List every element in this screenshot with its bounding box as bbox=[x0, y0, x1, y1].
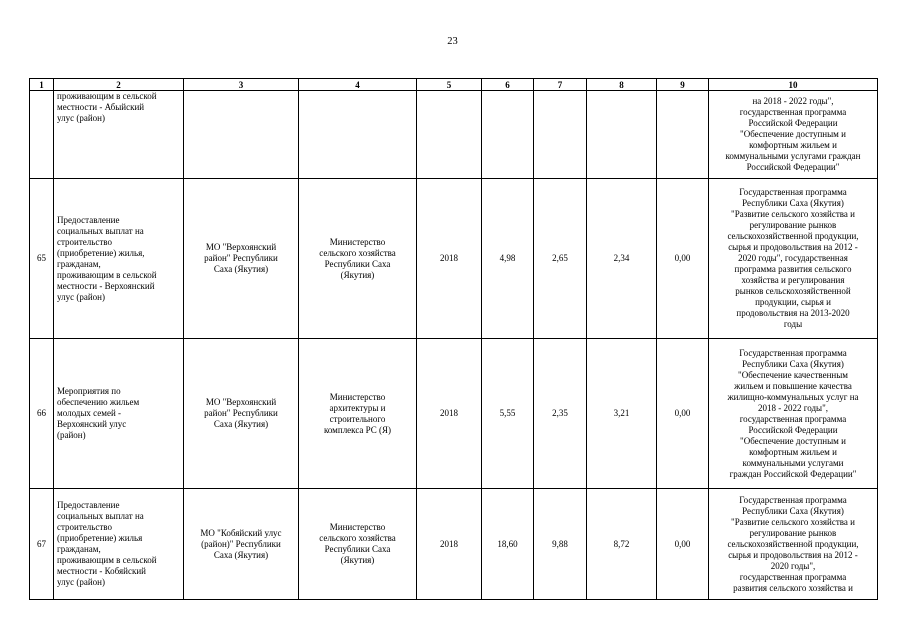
program-reference-line: 2018 - 2022 годы", bbox=[757, 402, 828, 413]
executor-line: комплекса РС (Я) bbox=[323, 424, 392, 435]
header-col-9: 9 bbox=[657, 79, 709, 91]
executor-line: Республики Саха bbox=[324, 544, 391, 554]
table-row bbox=[30, 489, 878, 600]
amount-total-cell: 18,60 bbox=[482, 489, 534, 600]
measure-name-line: строительство bbox=[57, 522, 112, 532]
amount-republic-cell: 2,34 bbox=[587, 179, 657, 339]
measure-name-cell bbox=[54, 91, 184, 179]
measure-name-line: Мероприятия по bbox=[57, 386, 121, 396]
amount-total-cell bbox=[482, 91, 534, 179]
program-reference-line: жилищно-коммунальных услуг на bbox=[727, 391, 859, 402]
row-number-cell: 65 bbox=[30, 179, 54, 339]
program-reference-line: годы bbox=[783, 319, 803, 329]
amount-republic-cell: 3,21 bbox=[587, 339, 657, 489]
program-reference-line: Российской Федерации bbox=[748, 118, 838, 128]
program-reference-line: сырья и продовольствия на 2012 - bbox=[728, 549, 858, 560]
table-row bbox=[30, 91, 878, 179]
measure-name-line: местности - Кобяйский bbox=[57, 566, 146, 576]
recipient-line: Саха (Якутия) bbox=[213, 549, 269, 560]
program-reference-line: 2020 годы", bbox=[770, 560, 816, 571]
header-col-5: 5 bbox=[417, 79, 482, 91]
executor-line: сельского хозяйства bbox=[319, 533, 396, 543]
program-reference-line: государственная программа bbox=[739, 571, 847, 582]
program-reference-line: продукции, сырья и bbox=[755, 297, 831, 307]
executor-line: Республики Саха bbox=[324, 258, 391, 269]
program-reference-cell bbox=[709, 179, 878, 339]
program-reference-line: Российской Федерации" bbox=[746, 162, 840, 172]
measure-name-line: социальных выплат на bbox=[57, 225, 144, 236]
recipient-line: МО "Верхоянский bbox=[205, 242, 277, 252]
executor-line: архитектуры и bbox=[329, 402, 386, 413]
amount-republic-cell bbox=[587, 91, 657, 179]
executor-cell bbox=[299, 339, 417, 489]
program-reference-line: сельскохозяйственной продукции, bbox=[727, 231, 859, 241]
header-col-1: 1 bbox=[30, 79, 54, 91]
program-reference-line: жильем и повышение качества bbox=[734, 380, 852, 391]
measure-name-cell bbox=[54, 489, 184, 600]
header-row bbox=[30, 79, 878, 91]
recipient-line: район" Республики bbox=[204, 408, 278, 418]
amount-republic-cell: 8,72 bbox=[587, 489, 657, 600]
program-reference-line: государственная программа bbox=[739, 413, 847, 424]
recipient-line: (район)" Республики bbox=[201, 538, 281, 549]
measure-name-line: улус (район) bbox=[57, 291, 105, 302]
amount-local-cell: 0,00 bbox=[657, 179, 709, 339]
program-reference-line: "Обеспечение доступным и bbox=[740, 435, 846, 446]
measure-name-line: обеспечению жильем bbox=[57, 397, 140, 407]
measure-name-line: проживающим в сельской bbox=[57, 269, 157, 280]
executor-cell bbox=[299, 179, 417, 339]
amount-total-cell: 4,98 bbox=[482, 179, 534, 339]
measure-name-line: Предоставление bbox=[57, 500, 120, 510]
header-col-2: 2 bbox=[54, 79, 184, 91]
program-reference-line: комфортным жильем и bbox=[749, 446, 837, 457]
header-col-4: 4 bbox=[299, 79, 417, 91]
amount-local-cell bbox=[657, 91, 709, 179]
measure-name-line: местности - Верхоянский bbox=[57, 280, 155, 291]
recipient-line: Саха (Якутия) bbox=[213, 264, 269, 274]
program-reference-line: регулирование рынков bbox=[749, 527, 837, 538]
header-col-8: 8 bbox=[587, 79, 657, 91]
measure-name-line: местности - Абыйский bbox=[57, 102, 145, 112]
recipient-cell bbox=[184, 339, 299, 489]
amount-federal-cell: 2,35 bbox=[534, 339, 587, 489]
measure-name-line: Предоставление bbox=[57, 214, 120, 225]
program-reference-line: Республики Саха (Якутия) bbox=[742, 358, 844, 369]
program-reference-line: сырья и продовольствия на 2012 - bbox=[728, 242, 858, 252]
program-reference-line: "Обеспечение качественным bbox=[738, 369, 848, 380]
measure-name-line: гражданам, bbox=[57, 544, 101, 554]
program-table bbox=[29, 78, 878, 600]
program-reference-line: "Развитие сельского хозяйства и bbox=[731, 209, 855, 219]
program-reference-cell bbox=[709, 91, 878, 179]
header-col-3: 3 bbox=[184, 79, 299, 91]
program-reference-cell bbox=[709, 489, 878, 600]
measure-name-line: молодых семей - bbox=[57, 408, 122, 418]
recipient-line: МО "Кобяйский улус bbox=[200, 527, 282, 538]
program-reference-line: "Обеспечение доступным и bbox=[740, 129, 846, 139]
program-reference-line: Республики Саха (Якутия) bbox=[742, 505, 844, 516]
executor-line: (Якутия) bbox=[340, 269, 375, 280]
program-reference-line: коммунальными услугами граждан bbox=[725, 151, 861, 161]
row-number-cell: 66 bbox=[30, 339, 54, 489]
page-number: 23 bbox=[447, 36, 458, 47]
program-reference-line: хозяйства и регулирования bbox=[741, 275, 845, 285]
measure-name-line: улус (район) bbox=[57, 113, 105, 123]
program-reference-line: Государственная программа bbox=[739, 187, 847, 197]
program-reference-line: на 2018 - 2022 годы", bbox=[752, 96, 834, 106]
program-reference-cell bbox=[709, 339, 878, 489]
program-reference-line: рынков сельскохозяйственной bbox=[735, 286, 851, 296]
executor-cell bbox=[299, 489, 417, 600]
executor-line: сельского хозяйства bbox=[319, 247, 396, 258]
measure-name-line: (район) bbox=[57, 430, 86, 440]
program-reference-line: комфортным жильем и bbox=[749, 140, 837, 150]
measure-name-line: проживающим в сельской bbox=[57, 555, 157, 565]
executor-line: Министерство bbox=[329, 236, 386, 247]
measure-name-line: социальных выплат на bbox=[57, 511, 144, 521]
measure-name-line: проживающим в сельской bbox=[57, 91, 157, 101]
measure-name-line: (приобретение) жилья, bbox=[57, 247, 145, 258]
row-number-cell bbox=[30, 91, 54, 179]
executor-cell bbox=[299, 91, 417, 179]
amount-local-cell: 0,00 bbox=[657, 339, 709, 489]
program-reference-line: сельскохозяйственной продукции, bbox=[727, 538, 859, 549]
measure-name-line: Верхоянский улус bbox=[57, 419, 127, 429]
measure-name-line: гражданам, bbox=[57, 258, 101, 269]
program-reference-line: "Развитие сельского хозяйства и bbox=[731, 516, 855, 527]
program-reference-line: коммунальными услугами bbox=[742, 457, 844, 468]
recipient-cell bbox=[184, 91, 299, 179]
program-reference-line: развития сельского хозяйства и bbox=[733, 582, 853, 593]
measure-name-line: улус (район) bbox=[57, 577, 105, 587]
program-reference-line: Республики Саха (Якутия) bbox=[742, 198, 844, 208]
executor-line: Министерство bbox=[329, 391, 386, 402]
measure-name-cell bbox=[54, 339, 184, 489]
recipient-cell bbox=[184, 179, 299, 339]
year-cell: 2018 bbox=[417, 489, 482, 600]
year-cell bbox=[417, 91, 482, 179]
row-number-cell: 67 bbox=[30, 489, 54, 600]
program-reference-line: продовольствия на 2013-2020 bbox=[736, 308, 850, 318]
recipient-cell bbox=[184, 489, 299, 600]
program-reference-line: 2020 годы", государственная bbox=[738, 253, 848, 263]
program-reference-line: граждан Российской Федерации" bbox=[729, 468, 857, 479]
recipient-line: район" Республики bbox=[204, 253, 278, 263]
amount-federal-cell: 9,88 bbox=[534, 489, 587, 600]
executor-line: строительного bbox=[329, 413, 386, 424]
recipient-line: МО "Верхоянский bbox=[205, 397, 277, 407]
program-reference-line: Государственная программа bbox=[739, 347, 847, 358]
executor-line: (Якутия) bbox=[340, 555, 375, 565]
year-cell: 2018 bbox=[417, 179, 482, 339]
amount-local-cell: 0,00 bbox=[657, 489, 709, 600]
header-col-7: 7 bbox=[534, 79, 587, 91]
amount-federal-cell: 2,65 bbox=[534, 179, 587, 339]
amount-total-cell: 5,55 bbox=[482, 339, 534, 489]
table-row bbox=[30, 179, 878, 339]
table-row bbox=[30, 339, 878, 489]
program-reference-line: Государственная программа bbox=[739, 494, 847, 505]
executor-line: Министерство bbox=[329, 522, 386, 532]
year-cell: 2018 bbox=[417, 339, 482, 489]
header-col-10: 10 bbox=[709, 79, 878, 91]
program-reference-line: регулирование рынков bbox=[749, 220, 837, 230]
program-reference-line: программа развития сельского bbox=[734, 264, 852, 274]
measure-name-cell bbox=[54, 179, 184, 339]
header-col-6: 6 bbox=[482, 79, 534, 91]
measure-name-line: строительство bbox=[57, 236, 112, 247]
program-reference-line: государственная программа bbox=[739, 107, 847, 117]
recipient-line: Саха (Якутия) bbox=[213, 419, 269, 429]
amount-federal-cell bbox=[534, 91, 587, 179]
measure-name-line: (приобретение) жилья bbox=[57, 533, 143, 543]
program-reference-line: Российской Федерации bbox=[748, 424, 838, 435]
